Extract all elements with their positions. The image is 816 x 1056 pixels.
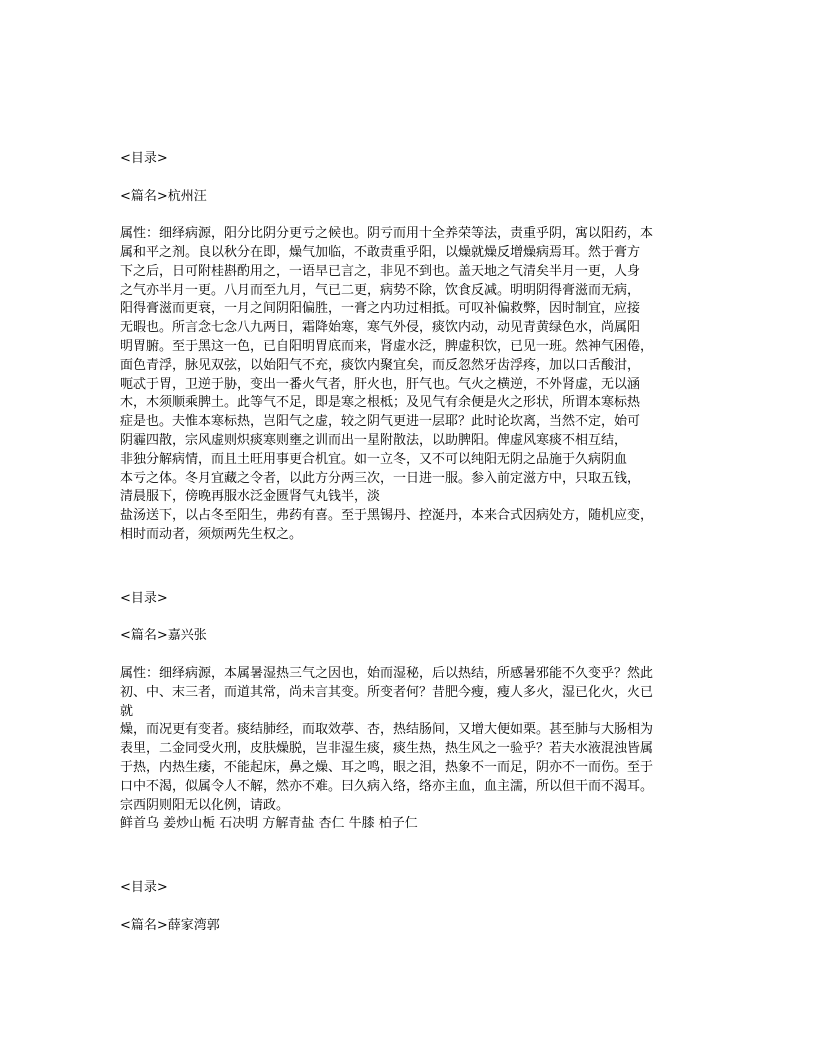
body-line: 阳得膏滋而更衰，一月之间阴阳偏胜，一膏之内功过相抵。可叹补偏救弊，因时制宜，应接 xyxy=(120,301,641,317)
body-line: 下之后，日可附桂斟酌用之，一语早已言之，非见不到也。盖天地之气清矣半月一更，人身 xyxy=(120,263,641,279)
body-line: 盐汤送下，以占冬至阳生，弗药有喜。至于黑锡丹、控涎丹，本来合式因病处方，随机应变， xyxy=(120,508,654,524)
body-line: 无暇也。所言念七念八九两日，霜降始寒，寒气外侵，痰饮内动，动见青黄绿色水，尚属阳 xyxy=(120,320,641,336)
body-line: 明胃腑。至于黑这一色，已自阳明胃底而来，肾虚水泛，脾虚积饮，已见一班。然神气困倦， xyxy=(120,338,654,354)
section-body xyxy=(120,665,700,834)
section-xuejiawan-guo xyxy=(120,879,700,935)
section-title: <篇名>嘉兴张 xyxy=(120,628,207,644)
body-line: 呃忒于胃，卫逆于胁，变出一番火气者，肝火也，肝气也。气火之横逆，不外肾虚，无以涵 xyxy=(120,376,641,392)
body-line: 非独分解病情，而且土旺用事更合机宜。如一立冬，又不可以纯阳无阴之品施于久病阴血 xyxy=(120,451,628,467)
document-page xyxy=(120,150,700,935)
body-line: 属性：细绎病源，阳分比阴分更亏之候也。阴亏而用十全养荣等法，责重乎阴，寓以阳药，本 xyxy=(120,226,654,242)
body-line: 于热，内热生痿，不能起床，鼻之燥、耳之鸣，眼之泪，热象不一而足，阴亦不一而伤。至于 xyxy=(120,759,654,775)
body-line: 之气亦半月一更。八月而至九月，气已二更，病势不除，饮食反减。明明阴得膏滋而无病， xyxy=(120,282,641,298)
body-line: 面色青浮，脉见双弦，以始阳气不充，痰饮内聚宜矣，而反忽然牙齿浮疼，加以口舌酸泔， xyxy=(120,357,641,373)
body-line: 清晨服下，傍晚再服水泛金匮肾气丸钱半，淡 xyxy=(120,489,381,505)
herb-list: 鲜首乌 姜炒山栀 石决明 方解青盐 杏仁 牛膝 柏子仁 xyxy=(120,816,418,832)
body-line: 症是也。夫惟本寒标热，岂阳气之虚，较之阴气更进一层耶？此时论坎离，当然不定，始可 xyxy=(120,414,641,430)
body-line: 就 xyxy=(120,703,134,719)
section-hangzhou-wang xyxy=(120,150,700,545)
body-line: 表里，二金同受火刑，皮肤燥脱，岂非湿生痰，痰生热，热生风之一验乎？若夫水液混浊皆属 xyxy=(120,741,654,757)
toc-label[interactable]: <目录> xyxy=(120,590,168,606)
section-title: <篇名>薛家湾郭 xyxy=(120,917,220,933)
section-jiaxing-zhang xyxy=(120,590,700,834)
section-body xyxy=(120,225,700,545)
body-line: 口中不渴，似属令人不解，然亦不难。曰久病入络，络亦主血，血主濡，所以但干而不渴耳。 xyxy=(120,778,654,794)
body-line: 燥，而况更有变者。痰结肺经，而取效葶、杏，热结肠间，又增大便如栗。甚至肺与大肠相为 xyxy=(120,722,654,738)
body-line: 阴霾四散，宗风虚则炽痰寒则壅之训而出一星附散法，以助脾阳。俾虚风寒痰不相互结， xyxy=(120,432,628,448)
toc-label[interactable]: <目录> xyxy=(120,151,168,166)
toc-label[interactable]: <目录> xyxy=(120,880,168,896)
body-line: 本亏之体。冬月宜藏之令者，以此方分两三次，一日进一服。参入前定滋方中，只取五钱， xyxy=(120,470,641,486)
section-title: <篇名>杭州汪 xyxy=(120,188,207,204)
body-line: 属性：细绎病源，本属暑湿热三气之因也，始而湿秘，后以热结，所感暑邪能不久变乎？然此 xyxy=(120,665,654,681)
body-line: 相时而动者，须烦两先生权之。 xyxy=(120,526,303,542)
body-line: 初、中、末三者，而道其常，尚未言其变。所变者何？昔肥今瘦，瘦人多火，湿已化火，火已 xyxy=(120,684,654,700)
body-line: 属和平之剂。良以秋分在即，燥气加临，不敢责重乎阳，以燥就燥反增燥病焉耳。然于膏方 xyxy=(120,244,641,260)
body-line: 宗西阴则阳无以化例，请政。 xyxy=(120,797,290,813)
body-line: 木，木须顺乘脾土。此等气不足，即是寒之根柢；及见气有余便是火之形状，所谓本寒标热 xyxy=(120,395,641,411)
